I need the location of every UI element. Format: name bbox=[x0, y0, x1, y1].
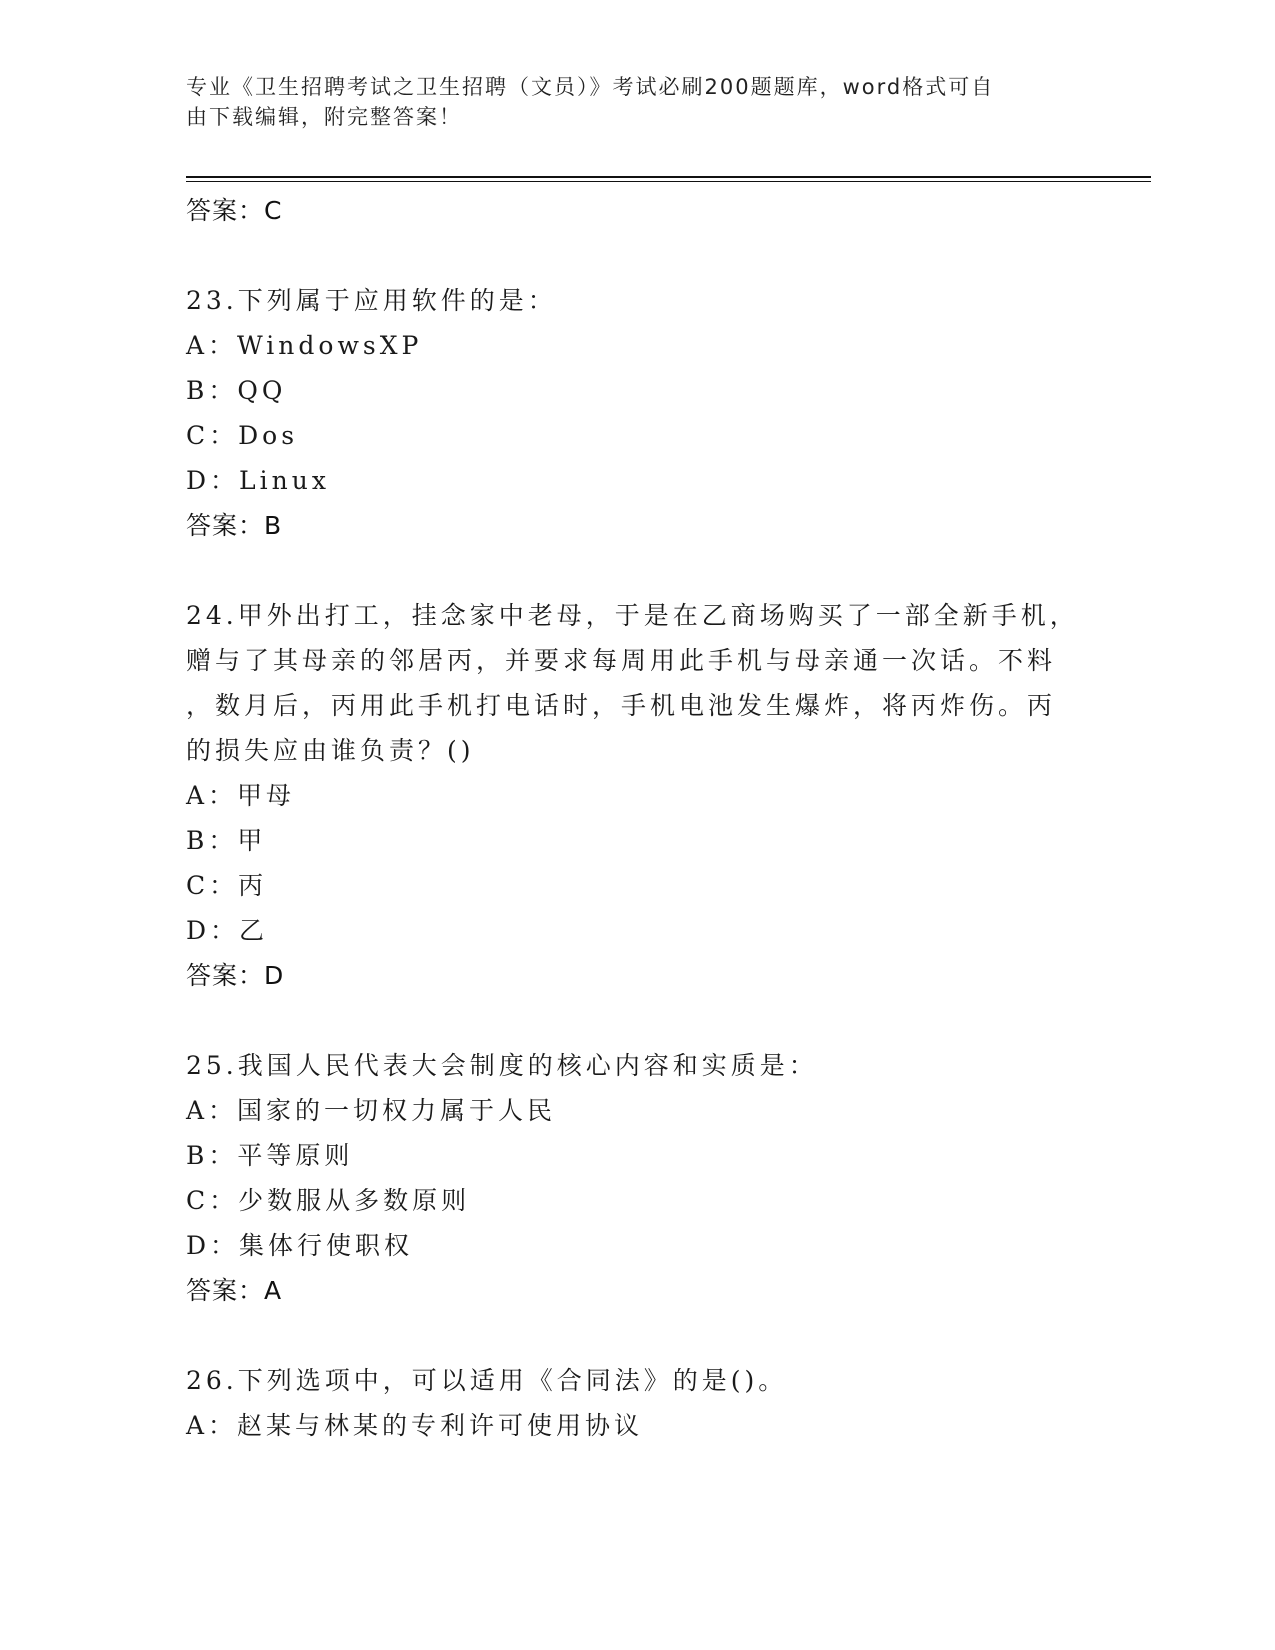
option-b: B：甲 bbox=[186, 826, 267, 855]
question-block bbox=[186, 1358, 1086, 1448]
option-d: D：集体行使职权 bbox=[186, 1231, 414, 1260]
option-d: D：Linux bbox=[186, 466, 330, 495]
option-c: C：Dos bbox=[186, 421, 299, 450]
answer-line: 答案：D bbox=[186, 961, 285, 990]
answer-line: 答案：B bbox=[186, 511, 283, 540]
question-stem-line: 的损失应由谁负责？() bbox=[186, 736, 475, 765]
header-divider-thick bbox=[186, 176, 1151, 178]
header-divider-thin bbox=[186, 181, 1151, 182]
option-a: A：赵某与林某的专利许可使用协议 bbox=[186, 1411, 644, 1440]
option-b: B：QQ bbox=[186, 376, 287, 405]
question-stem-line: 赠与了其母亲的邻居丙，并要求每周用此手机与母亲通一次话。不料 bbox=[186, 646, 1057, 675]
header-title-line-1: 专业《卫生招聘考试之卫生招聘（文员）》考试必刷200题题库，word格式可自 bbox=[186, 75, 995, 99]
question-stem: 26.下列选项中，可以适用《合同法》的是()。 bbox=[186, 1366, 788, 1395]
page-header bbox=[186, 72, 1066, 132]
answer-line: 答案：A bbox=[186, 1276, 283, 1305]
header-title-line-2: 由下载编辑，附完整答案！ bbox=[186, 105, 462, 129]
option-a: A：甲母 bbox=[186, 781, 296, 810]
answer-line: 答案：C bbox=[186, 196, 283, 225]
spacer bbox=[186, 234, 1086, 278]
question-block bbox=[186, 1043, 1086, 1314]
option-b: B：平等原则 bbox=[186, 1141, 354, 1170]
option-c: C：少数服从多数原则 bbox=[186, 1186, 471, 1215]
option-c: C：丙 bbox=[186, 871, 268, 900]
question-stem-line: ，数月后，丙用此手机打电话时，手机电池发生爆炸，将丙炸伤。丙 bbox=[186, 691, 1057, 720]
question-stem-line: 24.甲外出打工，挂念家中老母，于是在乙商场购买了一部全新手机， bbox=[186, 601, 1079, 630]
spacer bbox=[186, 549, 1086, 593]
question-list bbox=[186, 188, 1086, 1448]
question-block bbox=[186, 278, 1086, 549]
spacer bbox=[186, 1314, 1086, 1358]
question-stem: 23.下列属于应用软件的是： bbox=[186, 286, 557, 315]
option-a: A：国家的一切权力属于人民 bbox=[186, 1096, 557, 1125]
option-d: D：乙 bbox=[186, 916, 269, 945]
question-stem: 25.我国人民代表大会制度的核心内容和实质是： bbox=[186, 1051, 818, 1080]
spacer bbox=[186, 999, 1086, 1043]
option-a: A：WindowsXP bbox=[186, 331, 423, 360]
question-block bbox=[186, 593, 1086, 999]
